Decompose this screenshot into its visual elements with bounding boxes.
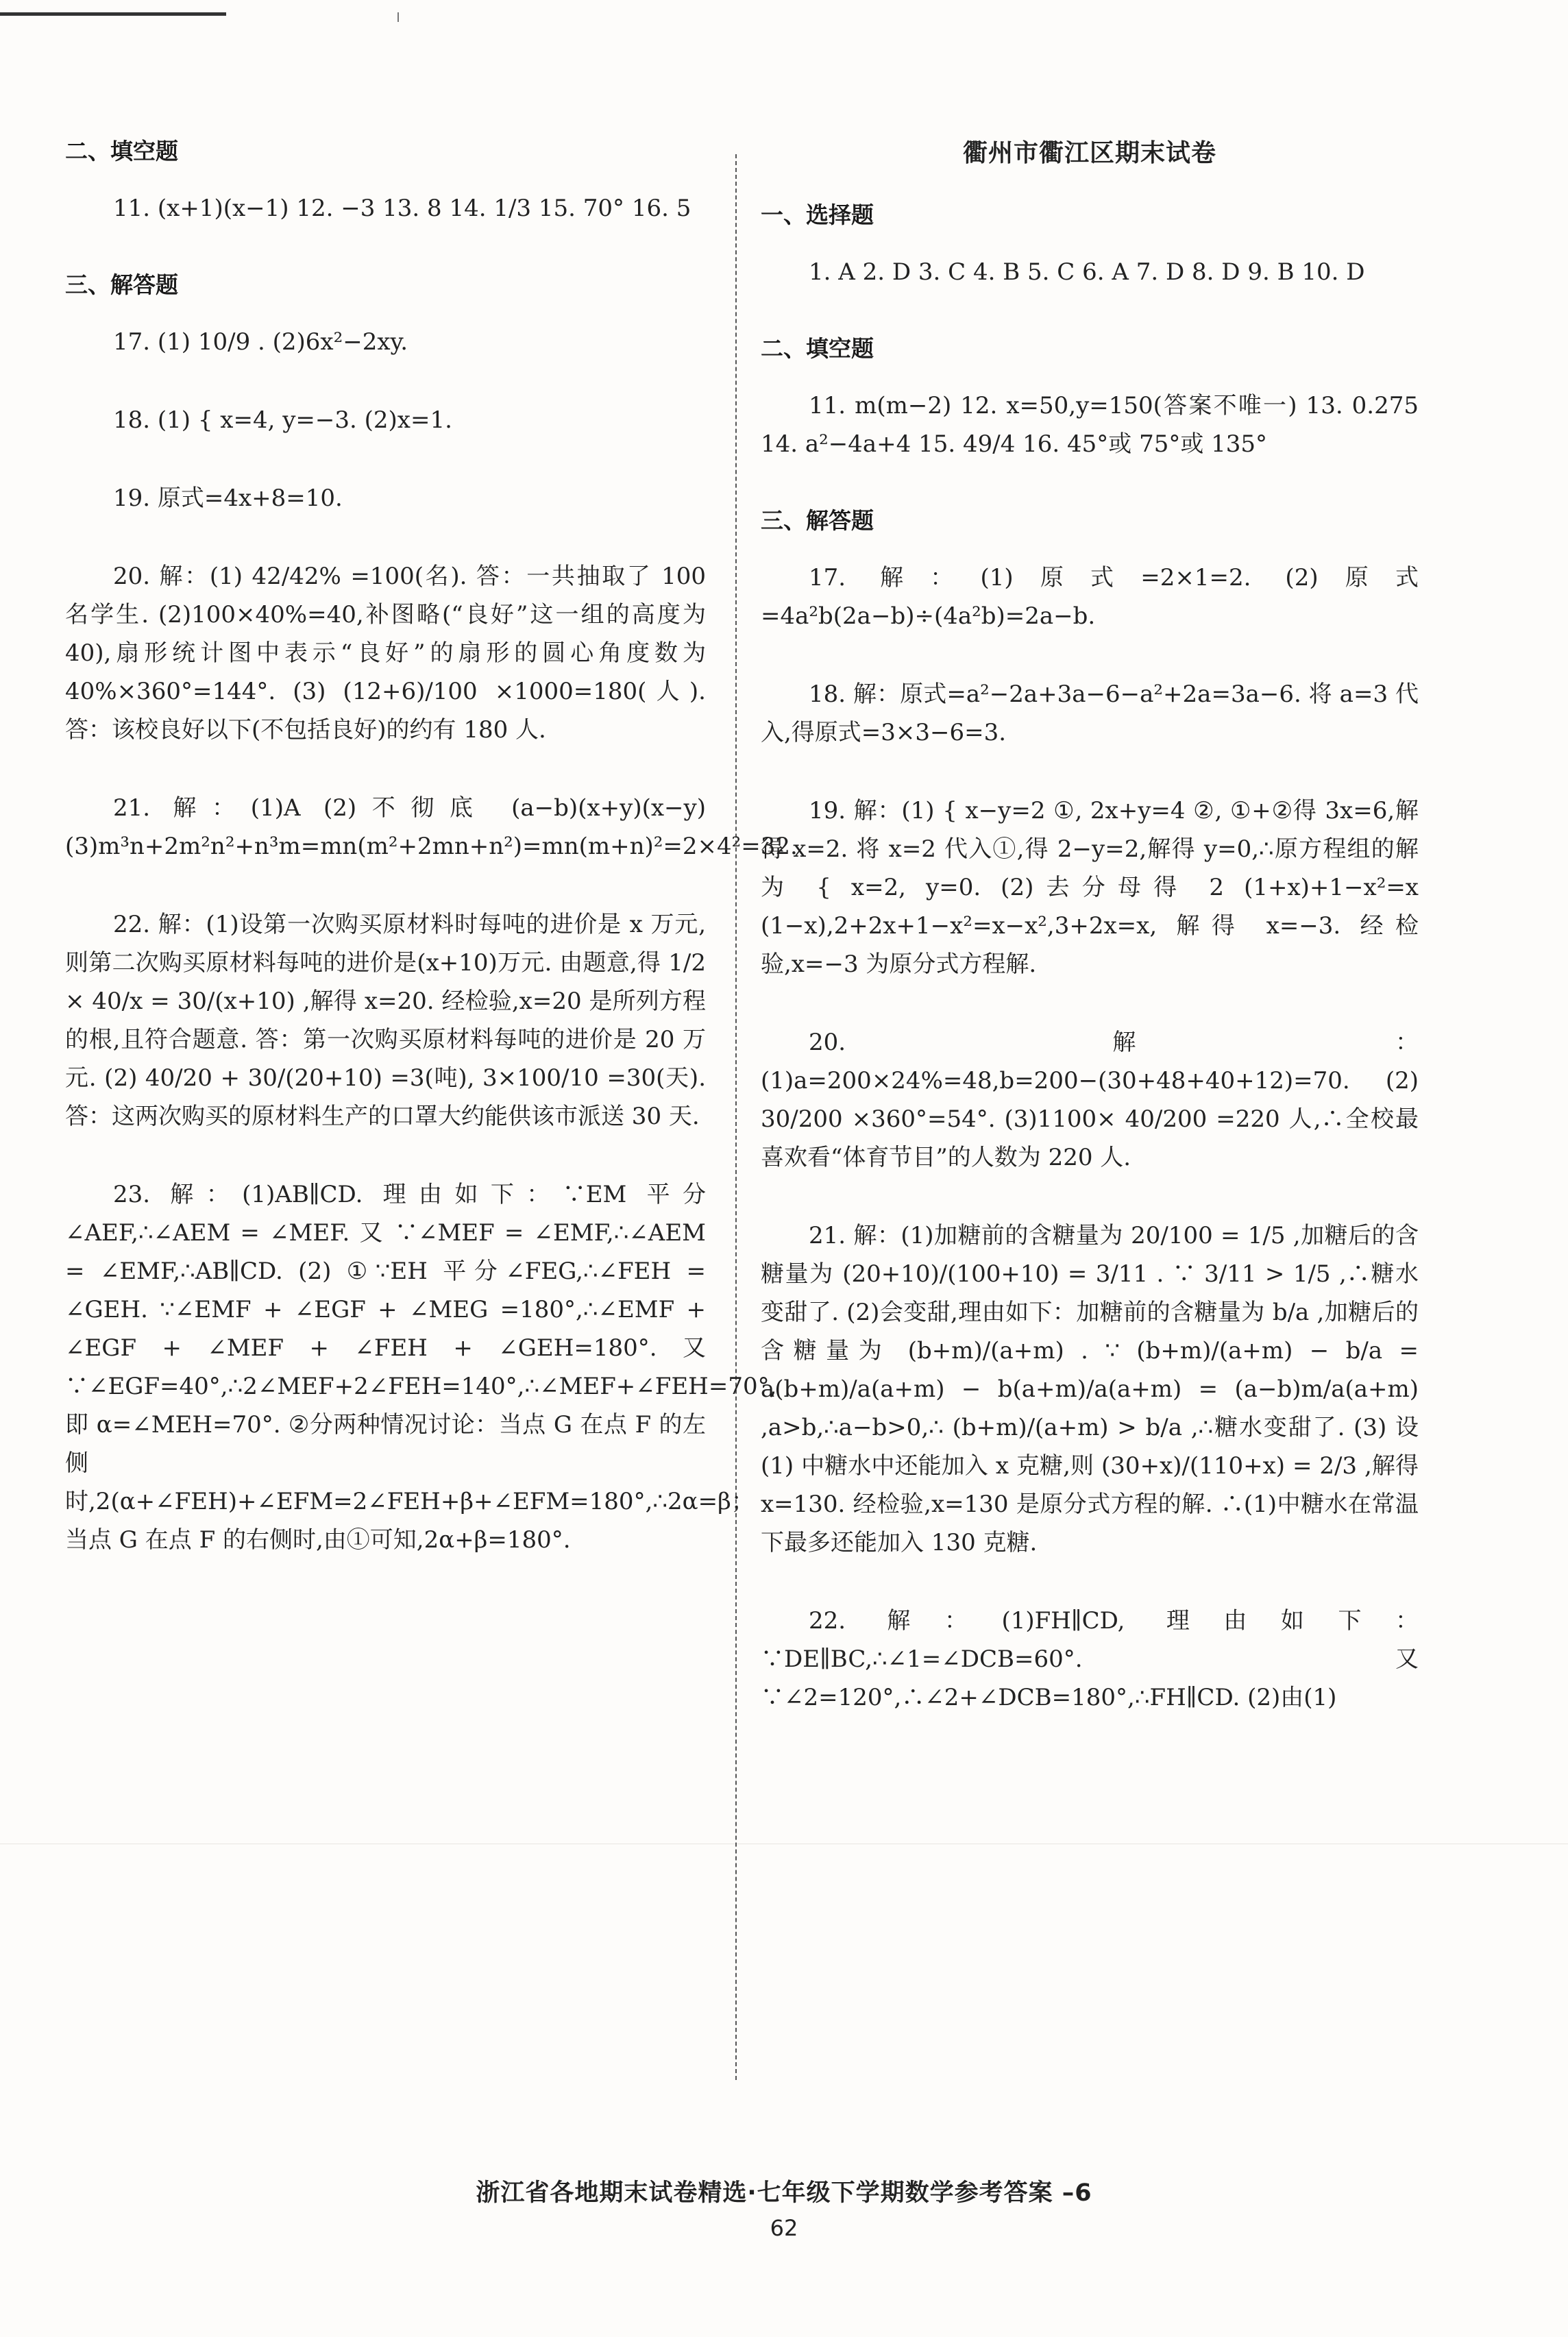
- answer-fill-11-16: 11. (x+1)(x−1) 12. −3 13. 8 14. 1/3 15. 70° 16. 5: [113, 195, 691, 222]
- answer-20: 20. 解：(1)a=200×24%=48,b=200−(30+48+40+12)=70. (2) 30/200 ×360°=54°. (3)1100× 40/200 =220 人,∴全校最喜欢看“体育节目”的人数为 220 人.: [761, 1029, 1419, 1171]
- top-rule: [0, 12, 226, 16]
- right-column: [761, 134, 1419, 1757]
- crop-mark: [397, 12, 399, 22]
- footer-title: 浙江省各地期末试卷精选·七年级下学期数学参考答案 –6: [476, 2179, 1092, 2207]
- answer-17: 17. 解：(1)原式=2×1=2. (2)原式=4a²b(2a−b)÷(4a²b)=2a−b.: [761, 564, 1419, 630]
- answer-choice-1-10: 1. A 2. D 3. C 4. B 5. C 6. A 7. D 8. D 9. B 10. D: [809, 258, 1365, 286]
- section-heading-answer: 三、解答题: [761, 507, 874, 534]
- answer-23: 23. 解：(1)AB∥CD. 理由如下：∵EM 平分∠AEF,∴∠AEM = ∠MEF. 又 ∵∠MEF = ∠EMF,∴∠AEM = ∠EMF,∴AB∥CD. (2) ①∵EH 平分∠FEG,∴∠FEH = ∠GEH. ∵∠EMF + ∠EGF + ∠MEG =180°,∴∠EMF + ∠EGF + ∠MEF + ∠FEH + ∠GEH=180°. 又∵∠EGF=40°,∴2∠MEF+2∠FEH=140°,∴∠MEF+∠FEH=70°, 即 α=∠MEH=70°. ②分两种情况讨论：当点 G 在点 F 的左侧时,2(α+∠FEH)+∠EFM=2∠FEH+β+∠EFM=180°,∴2α=β；当点 G 在点 F 的右侧时,由①可知,2α+β=180°.: [65, 1181, 777, 1554]
- answer-fill-11-16: 11. m(m−2) 12. x=50,y=150(答案不唯一) 13. 0.275 14. a²−4a+4 15. 49/4 16. 45°或 75°或 135°: [761, 392, 1419, 458]
- section-heading-answer: 三、解答题: [65, 271, 178, 298]
- section-heading-fill: 二、填空题: [761, 335, 874, 362]
- answer-20: 20. 解：(1) 42/42% =100(名). 答：一共抽取了 100 名学生. (2)100×40%=40,补图略(“良好”这一组的高度为 40),扇形统计图中表示“良好”的扇形的圆心角度数为 40%×360°=144°. (3) (12+6)/100 ×1000=180(人). 答：该校良好以下(不包括良好)的约有 180 人.: [65, 563, 706, 744]
- answer-19: 19. 原式=4x+8=10.: [113, 485, 343, 512]
- page-number: 62: [770, 2215, 798, 2241]
- answer-22: 22. 解：(1)FH∥CD, 理由如下：∵DE∥BC,∴∠1=∠DCB=60°. 又∵∠2=120°,∴∠2+∠DCB=180°,∴FH∥CD. (2)由(1): [761, 1607, 1419, 1711]
- answer-21: 21. 解：(1)加糖前的含糖量为 20/100 = 1/5 ,加糖后的含糖量为 (20+10)/(100+10) = 3/11 . ∵ 3/11 > 1/5 ,∴糖水变甜了. (2)会变甜,理由如下：加糖前的含糖量为 b/a ,加糖后的含糖量为 (b+m)/(a+m) . ∵ (b+m)/(a+m) − b/a = a(b+m)/a(a+m) − b(a+m)/a(a+m) = (a−b)m/a(a+m) ,a>b,∴a−b>0,∴ (b+m)/(a+m) > b/a ,∴糖水变甜了. (3) 设 (1) 中糖水中还能加入 x 克糖,则 (30+x)/(110+x) = 2/3 ,解得 x=130. 经检验,x=130 是原分式方程的解. ∴(1)中糖水在常温下最多还能加入 130 克糖.: [761, 1222, 1419, 1556]
- column-divider: [735, 154, 737, 2080]
- answer-18: 18. 解：原式=a²−2a+3a−6−a²+2a=3a−6. 将 a=3 代入,得原式=3×3−6=3.: [761, 681, 1419, 746]
- answer-22: 22. 解：(1)设第一次购买原材料时每吨的进价是 x 万元,则第二次购买原材料每吨的进价是(x+10)万元. 由题意,得 1/2 × 40/x = 30/(x+10) ,解得 x=20. 经检验,x=20 是所列方程的根,且符合题意. 答：第一次购买原材料每吨的进价是 20 万元. (2) 40/20 + 30/(20+10) =3(吨), 3×100/10 =30(天). 答：这两次购买的原材料生产的口罩大约能供该市派送 30 天.: [65, 911, 706, 1130]
- answer-19: 19. 解：(1) { x−y=2 ①, 2x+y=4 ②, ①+②得 3x=6,解得 x=2. 将 x=2 代入①,得 2−y=2,解得 y=0,∴原方程组的解为 { x=2, y=0. (2)去分母得 2 (1+x)+1−x²=x (1−x),2+2x+1−x²=x−x²,3+2x=x, 解得 x=−3. 经检验,x=−3 为原分式方程解.: [761, 797, 1419, 978]
- answer-17: 17. (1) 10/9 . (2)6x²−2xy.: [113, 328, 408, 356]
- answer-21: 21. 解：(1)A (2)不彻底 (a−b)(x+y)(x−y) (3)m³n+2m²n²+n³m=mn(m²+2mn+n²)=mn(m+n)²=2×4²=32.: [65, 794, 798, 860]
- left-column: [65, 134, 798, 1599]
- answer-18: 18. (1) { x=4, y=−3. (2)x=1.: [113, 406, 452, 434]
- section-heading-fill: 二、填空题: [65, 138, 178, 164]
- section-heading-choice: 一、选择题: [761, 201, 874, 228]
- exam-title: 衢州市衢江区期末试卷: [962, 139, 1216, 167]
